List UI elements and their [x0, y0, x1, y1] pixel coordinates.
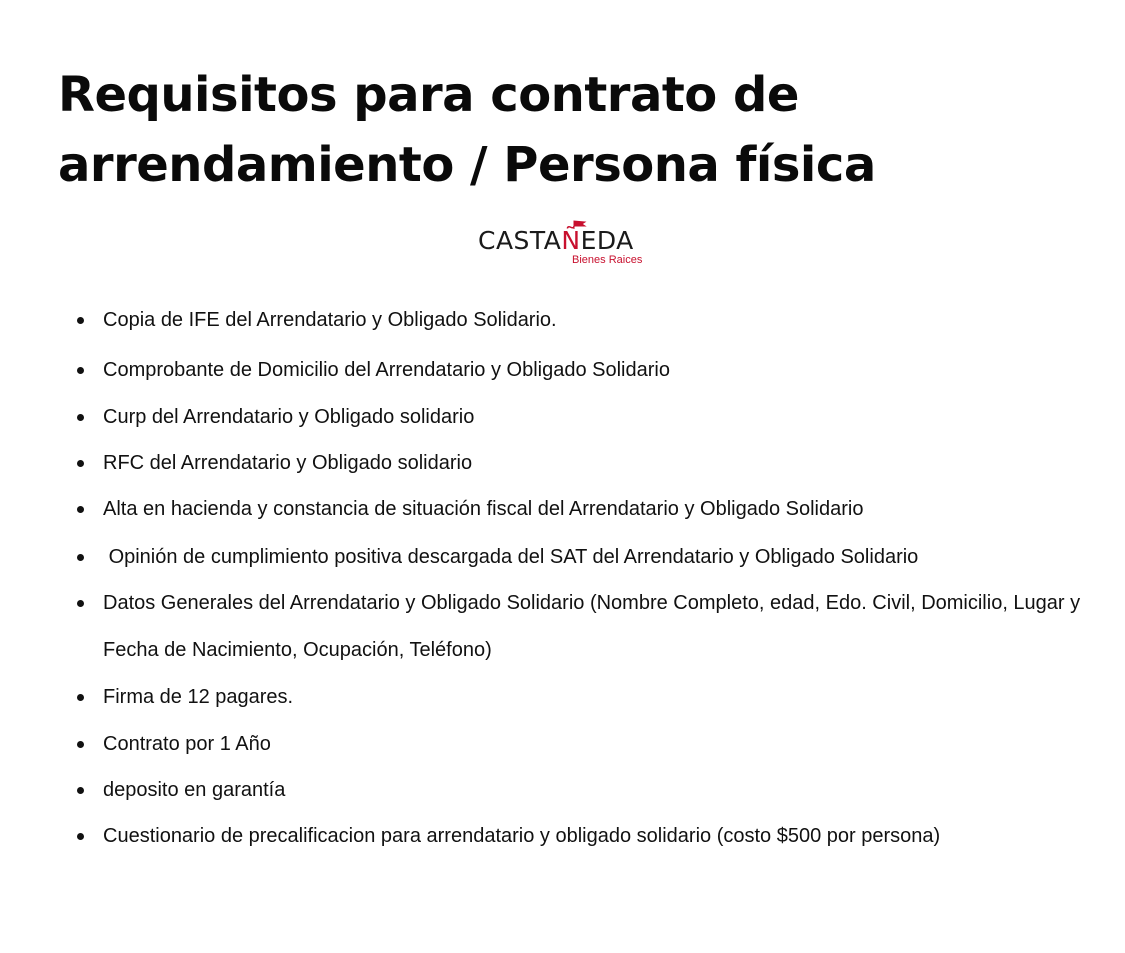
logo-wordmark — [478, 226, 634, 256]
requirement-text: Curp del Arrendatario y Obligado solidario — [103, 406, 475, 428]
logo-wordmark-accent-letter: Ñ — [561, 226, 581, 255]
bullet-icon — [77, 414, 84, 421]
logo-wordmark-prefix: CASTA — [478, 226, 562, 255]
requirement-text: Datos Generales del Arrendatario y Obligado Solidario (Nombre Completo, edad, Edo. Civil, Domicilio, Lugar y Fecha de Nacimiento, Ocupación, Teléfono) — [103, 592, 1081, 661]
requirement-text: Opinión de cumplimiento positiva descargada del SAT del Arrendatario y Obligado Solidario — [103, 546, 919, 568]
bullet-icon — [77, 506, 84, 513]
requirement-text: Contrato por 1 Año — [103, 733, 271, 755]
bullet-icon — [77, 833, 84, 840]
title-line-1: Requisitos para contrato de — [58, 67, 799, 123]
bullet-icon — [77, 741, 84, 748]
requirement-text: Alta en hacienda y constancia de situación fiscal del Arrendatario y Obligado Solidario — [103, 498, 864, 520]
requirement-text: Comprobante de Domicilio del Arrendatario y Obligado Solidario — [103, 359, 670, 381]
requirement-text: Firma de 12 pagares. — [103, 686, 294, 708]
bullet-icon — [77, 554, 84, 561]
requirement-text: RFC del Arrendatario y Obligado solidario — [103, 452, 473, 474]
requirement-text: Copia de IFE del Arrendatario y Obligado Solidario. — [103, 309, 557, 331]
logo-subtitle: Bienes Raices — [572, 254, 643, 266]
bullet-icon — [77, 367, 84, 374]
bullet-icon — [77, 317, 84, 324]
requirement-text: deposito en garantía — [103, 779, 286, 801]
requirement-text: Cuestionario de precalificacion para arrendatario y obligado solidario (costo $500 por persona) — [103, 825, 941, 847]
bullet-icon — [77, 460, 84, 467]
company-logo — [478, 220, 653, 270]
bullet-icon — [77, 600, 84, 607]
title-line-2: arrendamiento / Persona física — [58, 137, 876, 193]
page-title — [58, 60, 1058, 200]
bullet-icon — [77, 787, 84, 794]
logo-wordmark-suffix: EDA — [580, 226, 634, 255]
bullet-icon — [77, 694, 84, 701]
